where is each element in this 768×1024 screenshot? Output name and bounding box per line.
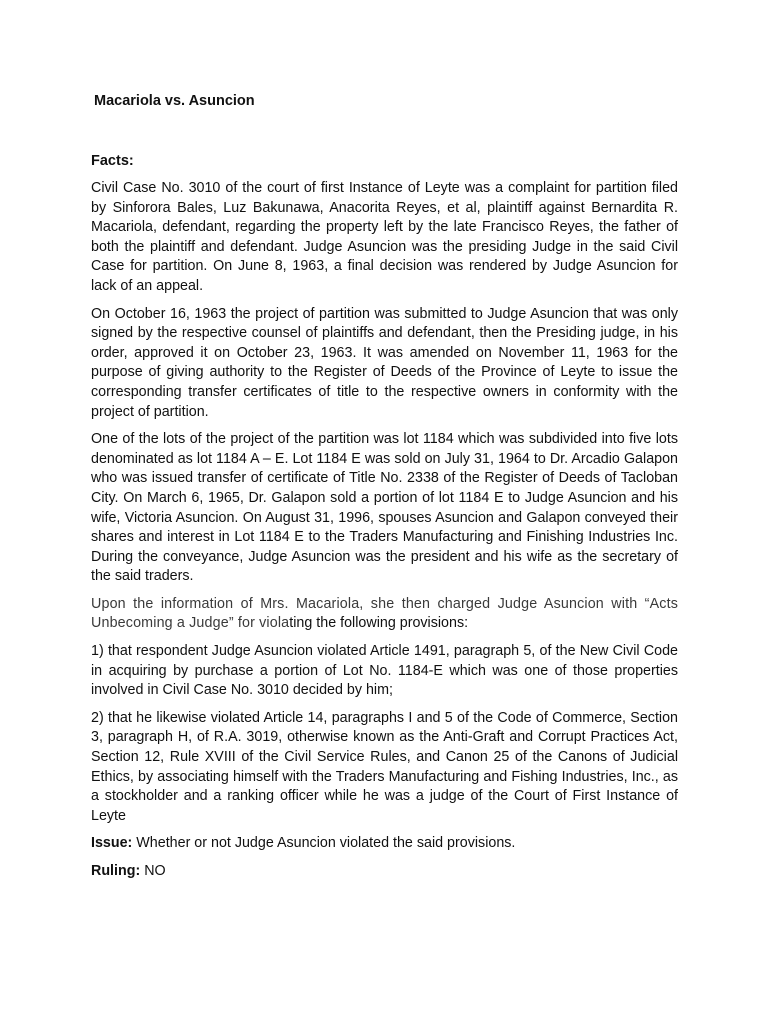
issue-label: Issue: <box>91 835 133 852</box>
ruling-text: NO <box>140 863 166 879</box>
charge-paragraph <box>91 595 678 634</box>
issue-text: Whether or not Judge Asuncion violated the said provisions. <box>132 835 516 852</box>
facts-paragraph-1: Civil Case No. 3010 of the court of first Instance of Leyte was a complaint for partition filed by Sinforora Bales, Luz Bakunawa, Anacorita Reyes, et al, plaintiff against Bernardita R. Macariola, defendant, regarding the property left by the late Francisco Reyes, the father of both the plaintiff and defendant. Judge Asuncion was the presiding Judge in the said Civil Case for partition. On June 8, 1963, a final decision was rendered by Judge Asuncion for lack of an appeal. <box>91 180 678 294</box>
facts-paragraph-2: On October 16, 1963 the project of partition was submitted to Judge Asuncion that was only signed by the respective counsel of plaintiffs and defendant, then the Presiding judge, in his order, approved it on October 23, 1963. It was amended on November 11, 1963 for the purpose of giving authority to the Register of Deeds of the Province of Leyte to issue the corresponding transfer certificates of title to the respective owners in conformity with the project of partition. <box>91 305 678 420</box>
facts-heading: Facts: <box>91 153 134 169</box>
charge-text-part2: ting the following provisions: <box>289 615 469 632</box>
document-title: Macariola vs. Asuncion <box>94 93 255 109</box>
provision-1: 1) that respondent Judge Asuncion violated Article 1491, paragraph 5, of the New Civil Code in acquiring by purchase a portion of Lot No. 1184-E which was one of those properties involved in Civil Case No. 3010 decided by him; <box>91 643 678 699</box>
provision-2: 2) that he likewise violated Article 14, paragraphs I and 5 of the Code of Commerce, Section 3, paragraph H, of R.A. 3019, otherwise known as the Anti-Graft and Corrupt Practices Act, Section 12, Rule XVIII of the Civil Service Rules, and Canon 25 of the Canons of Judicial Ethics, by associating himself with the Traders Manufacturing and Fishing Industries, Inc., as a stockholder and a ranking officer while he was a judge of the Court of First Instance of Leyte <box>91 709 678 824</box>
facts-paragraph-3: One of the lots of the project of the partition was lot 1184 which was subdivided into five lots denominated as lot 1184 A – E. Lot 1184 E was sold on July 31, 1964 to Dr. Arcadio Galapon who was issued transfer of certificate of Title No. 2338 of the Register of Deeds of Tacloban City. On March 6, 1965, Dr. Galapon sold a portion of lot 1184 E to Judge Asuncion and his wife, Victoria Asuncion. On August 31, 1996, spouses Asuncion and Galapon conveyed their shares and interest in Lot 1184 E to the Traders Manufacturing and Finishing Industries Inc. During the conveyance, Judge Asuncion was the president and his wife as the secretary of the said traders. <box>91 431 678 585</box>
document-page <box>91 91 678 890</box>
issue-paragraph <box>91 834 678 854</box>
charge-text-part1: Upon the information of Mrs. Macariola, she then charged Judge Asuncion with “Acts Unbecoming a Judge” for viola <box>91 595 678 632</box>
ruling-label: Ruling: <box>91 863 141 879</box>
ruling-paragraph <box>91 862 678 882</box>
